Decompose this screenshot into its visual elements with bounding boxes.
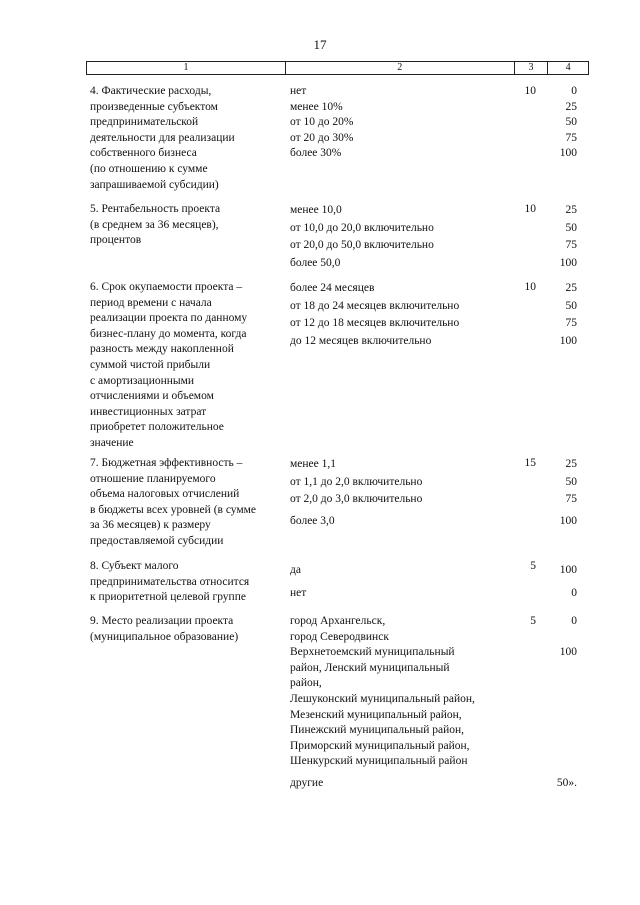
option-label: от 1,1 до 2,0 включительно [290, 475, 423, 488]
weight-value: 10 [524, 85, 536, 97]
option-label: до 12 месяцев включительно [290, 334, 432, 347]
option-label: Приморский муниципальный район, [290, 739, 470, 752]
option-score: 25 [565, 100, 577, 113]
option-label: от 12 до 18 месяцев включительно [290, 317, 460, 329]
option-scores [540, 202, 577, 272]
weight-value: 5 [530, 560, 536, 572]
column-header-table [86, 61, 589, 75]
option-label: от 20,0 до 50,0 включительно [290, 239, 434, 251]
page-number: 17 [313, 37, 327, 52]
weight-value: 10 [524, 203, 536, 215]
option-score: 50 [565, 299, 577, 312]
option-label: менее 1,1 [290, 458, 336, 470]
column-header-1: 1 [87, 62, 286, 75]
criterion-line: 4. Фактические расходы, [90, 85, 212, 97]
criterion-line: процентов [90, 234, 142, 247]
option-label: город Архангельск, [290, 615, 386, 627]
criterion-line: отчислениями и объемом [90, 390, 214, 403]
column-header-3: 3 [514, 62, 548, 75]
option-label: от 10,0 до 20,0 включительно [290, 221, 434, 234]
weight-value: 5 [530, 615, 536, 627]
option-score: 25 [565, 458, 577, 470]
option-label: более 24 месяцев [290, 282, 375, 294]
criterion-line: объема налоговых отчислений [90, 488, 240, 501]
option-score: 100 [559, 514, 577, 527]
criterion-line: разность между накопленной [90, 343, 234, 356]
criterion-line: приобретет положительное [90, 421, 224, 434]
criterion-line: период времени с начала [90, 296, 212, 309]
criterion-line: бизнес-плану до момента, когда [90, 327, 247, 340]
criterion-text [90, 456, 280, 550]
criterion-line: суммой чистой прибыли [90, 358, 211, 371]
column-header-4: 4 [548, 62, 589, 75]
option-score: 100 [559, 564, 577, 576]
criterion-text [90, 84, 280, 193]
option-label: менее 10% [290, 100, 343, 113]
option-score: 50 [565, 475, 577, 488]
option-label: район, [290, 677, 322, 690]
option-scores [540, 614, 577, 814]
option-scores [540, 84, 577, 162]
criterion-text [90, 202, 280, 249]
option-label: Мезенский муниципальный район, [290, 708, 462, 721]
option-labels [290, 614, 515, 792]
criterion-line: произведенные субъектом [90, 100, 218, 113]
criterion-text [90, 614, 280, 645]
weight-value: 10 [524, 281, 536, 293]
criterion-line: инвестиционных затрат [90, 405, 207, 418]
option-score: 100 [559, 256, 577, 269]
option-label: от 2,0 до 3,0 включительно [290, 493, 423, 505]
option-score: 75 [565, 317, 577, 329]
option-label: более 30% [290, 147, 342, 160]
option-score: 75 [565, 493, 577, 505]
option-scores [540, 456, 577, 530]
criterion-line: (в среднем за 36 месяцев), [90, 218, 219, 231]
option-scores [540, 280, 577, 350]
option-score: 100 [559, 646, 577, 659]
option-label: от 20 до 30% [290, 131, 354, 144]
criterion-line: собственного бизнеса [90, 147, 197, 160]
criterion-line: (по отношению к сумме [90, 162, 208, 175]
option-score: 50 [565, 221, 577, 234]
option-labels [290, 202, 515, 272]
option-label: менее 10,0 [290, 204, 342, 216]
option-score: 0 [571, 587, 577, 599]
option-label: район, Ленский муниципальный [290, 661, 450, 674]
option-score: 75 [565, 239, 577, 251]
option-label: от 18 до 24 месяцев включительно [290, 299, 460, 312]
option-score: 75 [565, 131, 577, 144]
criterion-line: 6. Срок окупаемости проекта – [90, 281, 243, 293]
option-label: Шенкурский муниципальный район [290, 755, 468, 768]
option-labels [290, 280, 515, 350]
option-labels [290, 559, 515, 605]
option-label: да [290, 564, 301, 576]
criterion-line: в бюджеты всех уровней (в сумме [90, 503, 257, 516]
criterion-line: деятельности для реализации [90, 131, 235, 144]
option-labels [290, 84, 515, 162]
criterion-line: с амортизационными [90, 374, 195, 387]
criterion-line: за 36 месяцев) к размеру [90, 519, 211, 532]
option-score: 50 [565, 116, 577, 129]
option-score: 25 [565, 204, 577, 216]
option-label: нет [290, 587, 307, 599]
criterion-line: предпринимательской [90, 116, 199, 129]
option-scores [540, 559, 577, 605]
option-labels [290, 456, 515, 530]
option-label: город Северодвинск [290, 630, 389, 643]
criterion-line: 9. Место реализации проекта [90, 615, 234, 627]
criterion-line: 8. Субъект малого [90, 560, 179, 572]
option-label: Пинежский муниципальный район, [290, 724, 465, 737]
criterion-line: запрашиваемой субсидии) [90, 178, 219, 191]
option-score: 0 [571, 85, 577, 97]
column-header-2: 2 [285, 62, 514, 75]
option-score: 100 [559, 147, 577, 160]
criterion-line: 5. Рентабельность проекта [90, 203, 221, 215]
criterion-line: значение [90, 436, 134, 449]
criterion-line: отношение планируемого [90, 472, 216, 485]
criterion-line: предоставляемой субсидии [90, 534, 224, 547]
option-label: более 50,0 [290, 256, 341, 269]
option-score: 25 [565, 282, 577, 294]
option-label: Верхнетоемский муниципальный [290, 646, 455, 659]
option-label: Лешуконский муниципальный район, [290, 692, 475, 705]
option-label: более 3,0 [290, 514, 335, 527]
criterion-line: предпринимательства относится [90, 575, 250, 588]
criterion-text [90, 280, 280, 452]
option-score: 50». [556, 777, 577, 789]
criterion-line: к приоритетной целевой группе [90, 591, 246, 604]
criterion-text [90, 559, 280, 606]
option-label: от 10 до 20% [290, 116, 354, 129]
criterion-line: реализации проекта по данному [90, 312, 248, 325]
weight-value: 15 [524, 457, 536, 469]
option-label: нет [290, 85, 307, 97]
option-score: 100 [559, 334, 577, 347]
option-score: 0 [571, 615, 577, 627]
criterion-line: 7. Бюджетная эффективность – [90, 457, 243, 469]
option-label: другие [290, 776, 324, 789]
criterion-line: (муниципальное образование) [90, 630, 239, 643]
